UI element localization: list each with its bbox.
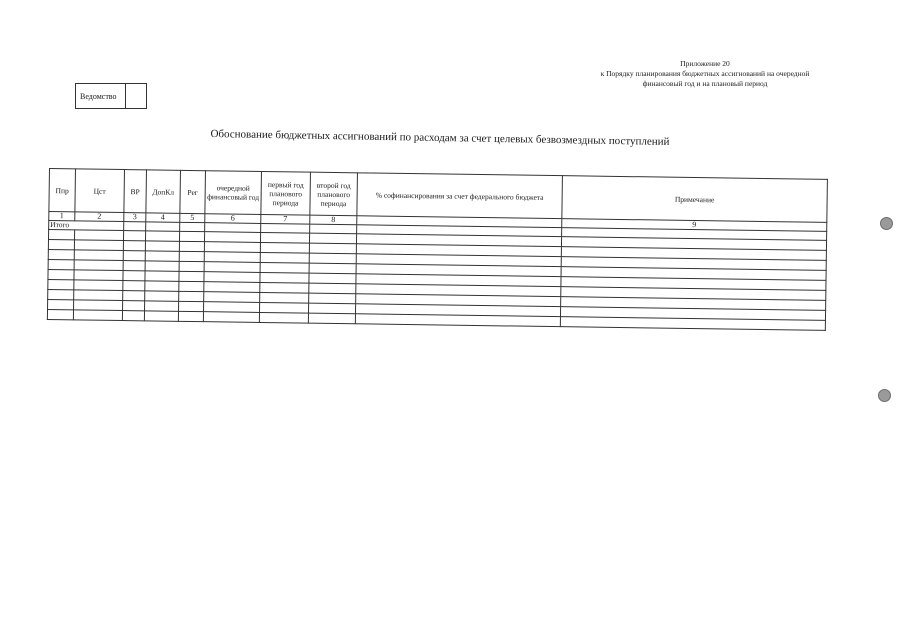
department-box: [75, 83, 147, 109]
table-cell[interactable]: [145, 261, 179, 271]
table-cell[interactable]: [179, 301, 204, 311]
table-cell[interactable]: [74, 290, 123, 301]
table-cell[interactable]: [179, 281, 204, 291]
table-cell[interactable]: [179, 251, 204, 261]
table-cell[interactable]: [145, 281, 179, 291]
punch-hole-mark: [880, 217, 893, 230]
header-cell: % софинансирования за счет федерального бюджета: [357, 173, 563, 219]
column-number: 4: [146, 213, 180, 222]
table-cell[interactable]: [145, 301, 179, 311]
header-cell: ВР: [124, 170, 147, 213]
table-cell[interactable]: [260, 272, 309, 283]
header-cell: Рег: [180, 170, 206, 213]
table-cell[interactable]: [123, 271, 145, 281]
appendix-line-2: к Порядку планирования бюджетных ассигнований на очередной: [600, 69, 810, 78]
header-cell: Цст: [75, 169, 125, 213]
table-cell[interactable]: [309, 253, 356, 264]
header-cell: очередной финансовый год: [205, 171, 262, 215]
table-cell[interactable]: [48, 259, 74, 269]
appendix-line-1: Приложение 20: [680, 59, 730, 68]
table-cell[interactable]: [203, 312, 259, 323]
table-cell[interactable]: [355, 314, 560, 327]
table-cell[interactable]: [74, 240, 123, 251]
table-cell[interactable]: [179, 271, 204, 281]
table-cell[interactable]: [308, 303, 355, 314]
table-cell[interactable]: [309, 273, 356, 284]
table-cell[interactable]: [260, 242, 309, 253]
column-number: 8: [310, 215, 357, 225]
header-cell: Примечание: [562, 176, 828, 223]
justification-table: [47, 168, 827, 337]
table-cell[interactable]: [260, 292, 309, 303]
table-cell[interactable]: [145, 271, 179, 281]
table-cell[interactable]: [74, 260, 123, 271]
table-cell[interactable]: [145, 241, 179, 251]
table-cell[interactable]: [123, 281, 145, 291]
table-cell[interactable]: [259, 312, 308, 323]
table-cell[interactable]: [48, 289, 74, 299]
table-cell[interactable]: [260, 232, 309, 243]
table-cell[interactable]: [48, 269, 74, 279]
header-cell: первый год планового периода: [261, 171, 311, 215]
table-cell[interactable]: [179, 291, 204, 301]
table-cell[interactable]: [122, 311, 144, 321]
table-cell[interactable]: [309, 263, 356, 274]
table-cell[interactable]: [48, 240, 74, 250]
table-cell[interactable]: [145, 251, 179, 261]
table-cell[interactable]: [124, 222, 146, 231]
table-cell[interactable]: [309, 293, 356, 304]
table-cell[interactable]: [179, 261, 204, 271]
header-cell: второй год планового периода: [310, 172, 358, 216]
table-cell[interactable]: [179, 241, 204, 251]
column-number: 5: [180, 213, 205, 222]
punch-hole-mark: [878, 389, 891, 402]
appendix-line-3: финансовый год и на плановый период: [642, 79, 768, 88]
table-cell[interactable]: [123, 301, 145, 311]
table-cell[interactable]: [146, 222, 180, 231]
table-cell[interactable]: [123, 291, 145, 301]
table-cell[interactable]: [260, 262, 309, 273]
table-cell[interactable]: [49, 230, 75, 240]
header-cell: ДопКл: [146, 170, 181, 213]
table-cell[interactable]: [309, 243, 356, 254]
table-cell[interactable]: [144, 311, 178, 321]
table-cell[interactable]: [74, 280, 123, 291]
table-cell[interactable]: [145, 291, 179, 301]
table-cell[interactable]: [260, 252, 309, 263]
column-number: 2: [75, 212, 124, 222]
table-cell[interactable]: [179, 231, 204, 241]
column-number: 3: [124, 213, 146, 222]
table-cell[interactable]: [260, 302, 309, 313]
department-value-field[interactable]: [126, 84, 146, 108]
table-cell[interactable]: [145, 231, 179, 241]
table-cell[interactable]: [48, 299, 74, 309]
column-number: 6: [205, 214, 261, 224]
column-number: 1: [49, 212, 75, 221]
column-number: 7: [261, 214, 310, 224]
total-label: Итого: [49, 221, 124, 231]
appendix-header: [560, 59, 850, 89]
table-cell[interactable]: [308, 313, 355, 324]
table-cell[interactable]: [47, 309, 73, 319]
table-cell[interactable]: [260, 282, 309, 293]
column-number: 9: [562, 219, 827, 232]
table-cell[interactable]: [74, 270, 123, 281]
header-cell: Ппр: [49, 169, 76, 212]
document-title: Обоснование бюджетных ассигнований по расходам за счет целевых безвозмездных поступлений: [210, 127, 670, 149]
table-cell[interactable]: [123, 251, 145, 261]
table-cell[interactable]: [123, 231, 145, 241]
table-cell[interactable]: [309, 283, 356, 294]
table-cell[interactable]: [123, 261, 145, 271]
table-cell[interactable]: [74, 300, 123, 311]
department-label: Ведомство: [76, 84, 126, 108]
table-cell[interactable]: [178, 311, 203, 321]
table-cell[interactable]: [74, 230, 123, 241]
table-cell[interactable]: [309, 233, 356, 244]
table-cell[interactable]: [48, 249, 74, 259]
table-cell[interactable]: [123, 241, 145, 251]
table-cell[interactable]: [74, 250, 123, 261]
table-cell[interactable]: [48, 279, 74, 289]
table-cell[interactable]: [73, 310, 122, 321]
table-cell[interactable]: [180, 222, 205, 231]
